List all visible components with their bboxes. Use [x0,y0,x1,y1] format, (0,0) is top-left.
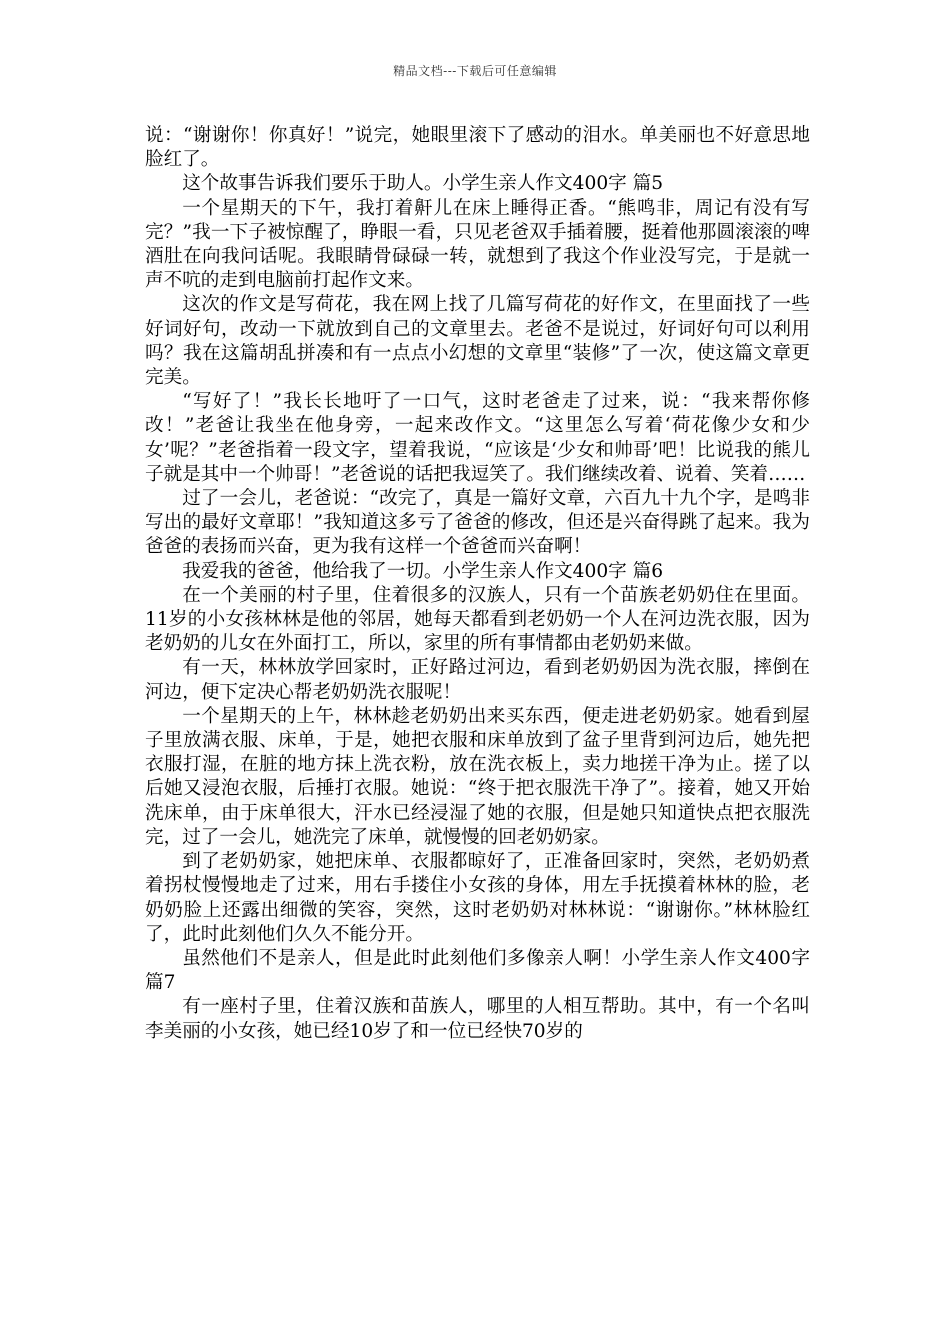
paragraph: 过了一会儿，老爸说：“改完了，真是一篇好文章，六百九十九个字，是鸣非写出的最好文章耶！”我知道这多亏了爸爸的修改，但还是兴奋得跳了起来。我为爸爸的表扬而兴奋，更为我有这样一个爸爸而兴奋啊！ [145,488,810,558]
page-header: 精品文档---下载后可任意编辑 [393,64,557,78]
paragraph: 有一天，林林放学回家时，正好路过河边，看到老奶奶因为洗衣服，摔倒在河边，便下定决心帮老奶奶洗衣服呢！ [145,657,810,703]
paragraph: 有一座村子里，住着汉族和苗族人，哪里的人相互帮助。其中，有一个名叫李美丽的小女孩，她已经10岁了和一位已经快70岁的 [145,996,810,1042]
paragraph: 到了老奶奶家，她把床单、衣服都晾好了，正准备回家时，突然，老奶奶煮着拐杖慢慢地走了过来，用右手搂住小女孩的身体，用左手抚摸着林林的脸，老奶奶脸上还露出细微的笑容，突然，这时老奶奶对林林说：“谢谢你。”林林脸红了，此时此刻他们久久不能分开。 [145,851,810,945]
paragraph: 我爱我的爸爸，他给我了一切。小学生亲人作文400字 篇6 [182,560,664,582]
paragraph: 这个故事告诉我们要乐于助人。小学生亲人作文400字 篇5 [182,173,664,195]
paragraph: 一个星期天的上午，林林趁老奶奶出来买东西，便走进老奶奶家。她看到屋子里放满衣服、床单，于是，她把衣服和床单放到了盆子里背到河边后，她先把衣服打湿，在脏的地方抹上洗衣粉，放在洗衣板上，卖力地搓干净为止。搓了以后她又浸泡衣服，后捶打衣服。她说：“终于把衣服洗干净了”。接着，她又开始洗床单，由于床单很大，汗水已经浸湿了她的衣服，但是她只知道快点把衣服洗完，过了一会儿，她洗完了床单，就慢慢的回老奶奶家。 [145,705,810,848]
paragraph: 在一个美丽的村子里，住着很多的汉族人，只有一个苗族老奶奶住在里面。11岁的小女孩林林是他的邻居，她每天都看到老奶奶一个人在河边洗衣服，因为老奶奶的儿女在外面打工，所以，家里的所有事情都由老奶奶来做。 [145,584,810,655]
paragraph: 一个星期天的下午，我打着鼾儿在床上睡得正香。“熊鸣非，周记有没有写完？”我一下子被惊醒了，睁眼一看，只见老爸双手插着腰，挺着他那圆滚滚的啤酒肚在向我问话呢。我眼睛骨碌碌一转，就想到了我这个作业没写完，于是就一声不吭的走到电脑前打起作文来。 [145,197,810,292]
document-body [145,124,810,1044]
paragraph: 虽然他们不是亲人，但是此时此刻他们多像亲人啊！小学生亲人作文400字 篇7 [145,947,810,994]
paragraph: 说：“谢谢你！你真好！”说完，她眼里滚下了感动的泪水。单美丽也不好意思地脸红了。 [145,125,810,171]
paragraph: 这次的作文是写荷花，我在网上找了几篇写荷花的好作文，在里面找了一些好词好句，改动一下就放到自己的文章里去。老爸不是说过，好词好句可以利用吗？我在这篇胡乱拼凑和有一点点小幻想的文章里“装修”了一次，使这篇文章更完美。 [145,294,810,389]
paragraph: “写好了！”我长长地吁了一口气，这时老爸走了过来，说：“我来帮你修改！”老爸让我坐在他身旁，一起来改作文。“这里怎么写着‘荷花像少女和少女’呢？”老爸指着一段文字，望着我说，“应该是‘少女和帅哥’吧！比说我的熊儿子就是其中一个帅哥！”老爸说的话把我逗笑了。我们继续改着、说着、笑着…… [145,391,810,485]
